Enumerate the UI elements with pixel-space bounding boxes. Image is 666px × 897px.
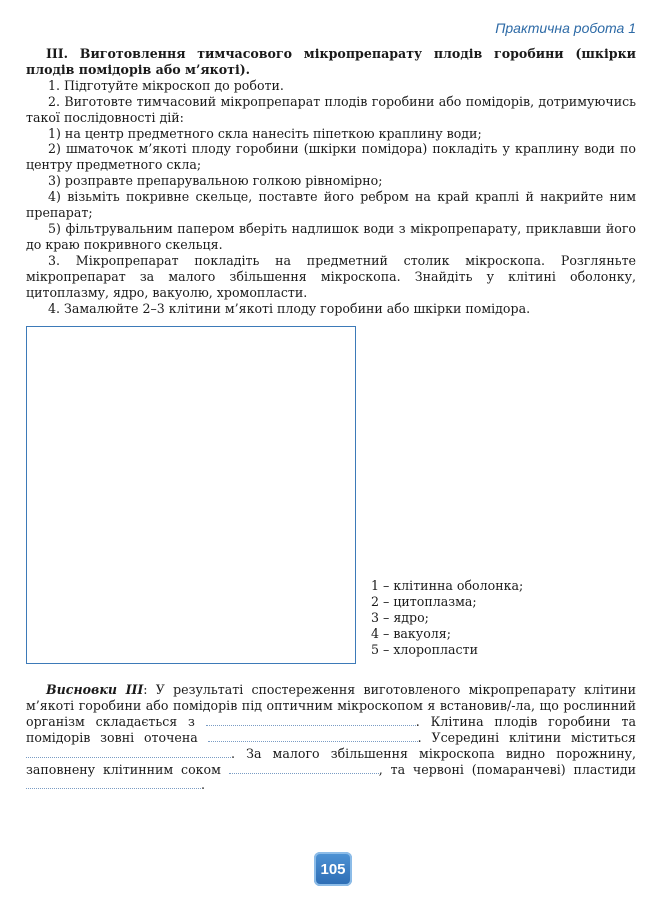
conclusions-text: . Усередині клітини міститься bbox=[417, 729, 636, 745]
practical-work-section bbox=[26, 46, 636, 316]
step-paragraph: 1) на центр предметного скла нанесіть піпеткою краплину води; bbox=[48, 125, 482, 141]
answer-blank[interactable] bbox=[208, 731, 418, 742]
answer-blank[interactable] bbox=[26, 747, 231, 758]
section-heading: III. Виготовлення тимчасового мікропрепарату плодів горобини (шкірки плодів помідорів або м’якоті). bbox=[26, 46, 636, 77]
drawing-area[interactable] bbox=[26, 326, 356, 664]
legend-item: 5 – хлоропласти bbox=[371, 641, 478, 657]
step-paragraph: 2. Виготовте тимчасовий мікропрепарат плодів горобини або помідорів, дотримуючись такої послідовності дій: bbox=[26, 93, 636, 125]
conclusions-text: . Клітина плодів горобини та помідорів зовні оточена bbox=[26, 713, 636, 745]
legend-item: 3 – ядро; bbox=[371, 609, 429, 625]
step-paragraph: 3) розправте препарувальною голкою рівномірно; bbox=[48, 173, 383, 189]
conclusions-text: . bbox=[201, 777, 206, 793]
conclusions-text: : У результаті спостереження виготовленого мікропрепарату клітини м’якоті горобини або помідорів під оптичним мікроскопом я встановив/-ла, що рослинний організм складається з bbox=[26, 682, 637, 729]
conclusions-text: . За малого збільшення мікроскопа видно порожнину, заповнену клітинним соком bbox=[26, 745, 636, 777]
answer-blank[interactable] bbox=[206, 715, 416, 726]
page-number-badge: 105 bbox=[314, 852, 352, 886]
legend-item: 4 – вакуоля; bbox=[371, 625, 451, 641]
step-paragraph: 4. Замалюйте 2–3 клітини м’якоті плоду горобини або шкірки помідора. bbox=[48, 300, 531, 316]
legend-item: 1 – клітинна оболонка; bbox=[371, 578, 524, 593]
step-paragraph: 2) шматочок м’якоті плоду горобини (шкірки помідора) покладіть у краплину води по центру предметного скла; bbox=[26, 141, 636, 173]
legend-item: 2 – цитоплазма; bbox=[371, 593, 477, 609]
page-header-title: Практична робота 1 bbox=[495, 20, 636, 36]
conclusions-paragraph bbox=[26, 682, 636, 793]
step-paragraph: 4) візьміть покривне скельце, поставте його ребром на край краплі й накрийте ним препарат; bbox=[26, 189, 636, 221]
drawing-legend bbox=[371, 578, 523, 658]
step-paragraph: 5) фільтрувальним папером вберіть надлишок води з мікропрепарату, приклавши його до краю покривного скельця. bbox=[26, 220, 636, 252]
step-paragraph: 3. Мікропрепарат покладіть на предметний столик мікроскопа. Розгляньте мікропрепарат за малого збільшення мікроскопа. Знайдіть у клітині оболонку, цитоплазму, ядро, вакуолю, хромопласти. bbox=[26, 252, 636, 300]
answer-blank[interactable] bbox=[26, 778, 201, 789]
conclusions-text: , та червоні (помаранчеві) пластиди bbox=[378, 761, 636, 777]
answer-blank[interactable] bbox=[229, 763, 379, 774]
step-paragraph: 1. Підготуйте мікроскоп до роботи. bbox=[48, 77, 284, 93]
conclusions-lead: Висновки III bbox=[46, 682, 144, 697]
